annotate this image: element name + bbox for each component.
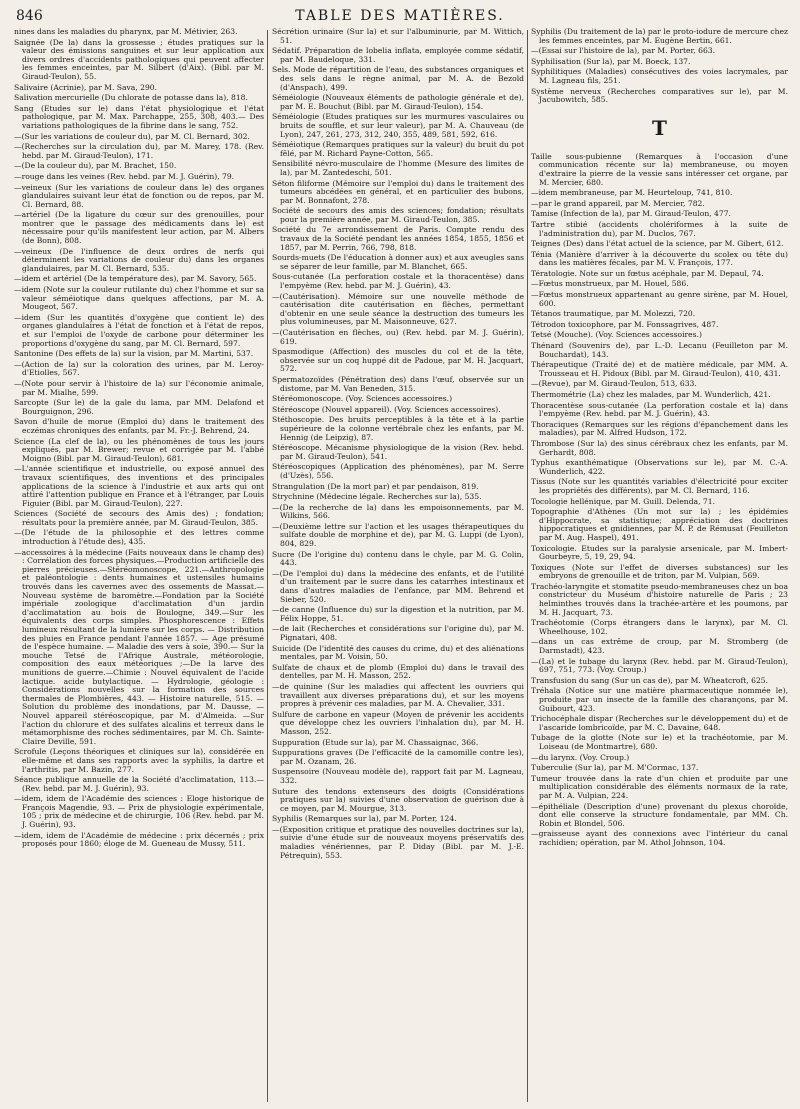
index-entry: Toxiques (Note sur l'effet de diverses substances) sur les embryons de grenouille et de triton, par M. Vulpian, 569. (531, 562, 788, 581)
index-entry: Strychnine (Médecine légale. Recherches sur la), 535. (272, 492, 482, 502)
index-entry: —du larynx. (Voy. Croup.) (531, 752, 630, 762)
index-entry: Sulfate de chaux et de plomb (Emploi du) dans le travail des dentelles, par M. H. Masson, 252. (272, 662, 524, 681)
index-entry: Topographie d'Athènes (Un mot sur la) ; les épidémies d'Hippocrate, sa statistique; appréciation des doctrines hippocratiques et gnidiennes, par M. P. de Rémusat (Feuilleton par M. Aug. Haspel), 491. (531, 507, 788, 542)
index-entry: Tamise (Infection de la), par M. Giraud-Teulon, 477. (531, 209, 731, 219)
index-entry: Tumeur trouvée dans la rate d'un chien et produite par une multiplication considérable des éléments normaux de la rate, par M. A. Vulpian, 224. (531, 773, 788, 800)
index-entry: Syphilisation (Sur la), par M. Boeck, 137. (531, 56, 691, 66)
page-number: 846 (16, 8, 43, 24)
index-entry: Salivaire (Acrinie), par M. Sava, 290. (14, 82, 158, 92)
index-entry: Sédatif. Préparation de lobelia inflata, employée comme sédatif, par M. Baudeloque, 331. (272, 46, 524, 64)
index-entry: Sourds-muets (De l'éducation à donner aux) et aux aveugles sans se séparer de leur famille, par M. Blanchet, 665. (272, 253, 524, 271)
index-entry: Toxicologie. Etudes sur la paralysie arsenicale, par M. Imbert-Gourbeyre, 5, 19, 29, 94. (531, 543, 788, 562)
index-entry: Société du 7e arrondissement de Paris. Compte rendu des travaux de la Société pendant les années 1854, 1855, 1856 et 1857, par M. Perrin, 766, 798, 818. (272, 225, 524, 252)
index-entry: Saignée (De la) dans la grossesse ; études pratiques sur la valeur des émissions sanguines et sur leur application aux divers ordres d'accidents pathologiques qui peuvent affecter les femmes enceintes, par M. Silbert (d'Aix). (Bibl. par M. Giraud-Teulon), 55. (14, 37, 264, 81)
index-entry: —de canne (Influence du) sur la digestion et la nutrition, par M. Félix Hoppe, 51. (272, 605, 524, 623)
index-entry: —(Action de la) sur la coloration des urines, par M. Leroy-d'Etiolles, 567. (14, 359, 264, 378)
index-entry: —(Recherches sur la circulation du), par M. Marey, 178. (Rev. hebd. par M. Giraud-Teulon), 171. (14, 142, 264, 160)
index-entry: Tubage de la glotte (Note sur le) et la trachéotomie, par M. Loiseau (de Montmartre), 680. (531, 733, 788, 751)
index-entry: —(De la couleur du), par M. Brachet, 150. (14, 161, 177, 171)
index-entry: —(Cautérisation en flèches, ou) (Rev. hebd. par M. J. Guérin), 619. (272, 328, 524, 346)
section-letter: T (652, 115, 667, 140)
index-entry: Trachéotomie (Corps étrangers dans le larynx), par M. Cl. Wheelhouse, 102. (531, 618, 788, 636)
index-entry: Tétanos traumatique, par M. Molezzi, 720. (531, 309, 696, 319)
index-entry: Transfusion du sang (Sur un cas de), par M. Wheatcroft, 625. (531, 675, 769, 685)
index-entry: Sécrétion urinaire (Sur la) et sur l'albuminurie, par M. Wittich, 51. (272, 28, 524, 45)
index-entry: —idem (Sur les quantités d'oxygène que contient le) des organes glandulaires à l'état de fonction et à l'état de repos, et sur l'emploi de l'oxyde de carbone pour déterminer les proportions d'oxygène du sang, par M. Cl. Bernard, 597. (14, 312, 264, 348)
index-entry: Sang (Etudes sur le) dans l'état physiologique et l'état pathologique, par M. Max. Parchappe, 255, 308, 403.— Des variations pathologiques de la fibrine dans le sang, 752. (14, 103, 264, 130)
index-entry: —(De l'étude de la philosophie et des lettres comme introduction à l'étude des), 435. (14, 528, 264, 547)
index-entry: Savon d'huile de morue (Emploi du) dans le traitement des eczémas chroniques des enfants, par M. Fr.-J. Behrend, 24. (14, 417, 264, 435)
column-divider (267, 30, 268, 1102)
index-entry: —(De la recherche de la) dans les empoisonnements, par M. Wilkins, 566. (272, 502, 524, 521)
index-entry: —idem et artériel (De la température des), par M. Savory, 565. (14, 274, 257, 284)
index-entry: Ténia (Manière d'arriver à la découverte du scolex ou tête du) dans les matières fécales, par M. V. François, 177. (531, 249, 788, 268)
index-entry: Typhus exanthématique (Observations sur le), par M. C.-A. Wunderlich, 422. (531, 458, 788, 476)
index-entry: —idem, idem de l'Académie des sciences : Eloge historique de François Magendie, 93. — Prix de physiologie expérimentale, 105 ; prix de médecine et de chirurgie, 106 (Rev. hebd. par M. J. Guérin), 93. (14, 794, 264, 830)
index-entry: Sucre (De l'origine du) contenu dans le chyle, par M. G. Colin, 443. (272, 549, 524, 568)
index-entry: —accessoires à la médecine (Faits nouveaux dans le champ des) : Corrélation des forces physiques.—Production artificielle des pierres précieuses.—Stéréomonoscope, 221.—Anthropologie et paléontologie : dents humaines et ustensiles humains trouvés dans les cavernes avec des ossements de Massat.—Nouveau système de baromètre.—Fondation par la Société impériale zoologique d'acclimatation d'un jardin d'acclimatation au bois de Boulogne, 349.—Sur les équivalents des corps simples. Phosphorescence : Effets lumineux résultant de la lumière sur les corps. — Distribution des pluies en France pendant l'année 1857. — Age présumé de l'espèce humaine. — Maladie des vers à soie, 390.— Sur la mouche Tetsé de l'Afrique Australe, météorologie, composition des eaux météoriques ;—De la larve des munitions de guerre.—Chimie : Nouvel équivalent de l'acide lactique. acide butylactique. — Hydrologie, géologie : Considérations nouvelles sur la formation des sources thermales de Plombières, 443. — Histoire naturelle, 515. —Solution du problème des inondations, par M. Dausse, —Nouvel appareil stéréoscopique, par M. d'Almeida. —Sur l'action du chlorure et des sulfates alcalins et terreux dans le métamorphisme des roches sédimentaires, par M. Ch. Sainte-Claire Deville, 591. (14, 547, 264, 746)
index-entry: —L'année scientifique et industrielle, ou exposé annuel des travaux scientifiques, des inventions et des principales applications de la science à l'industrie et aux arts qui ont attiré l'attention publique en France et à l'étranger, par Louis Figuier (Bibl. par M. Giraud-Teulon), 227. (14, 464, 264, 508)
index-entry: —(Deuxième lettre sur l'action et les usages thérapeutiques du sulfate double de morphine et de), par M. G. Luppi (de Lyon), 804, 829. (272, 521, 524, 549)
index-entry: Séméiologie (Nouveaux éléments de pathologie générale et de), par M. E. Bouchut (Bibl. par M. Giraud-Teulon), 154. (272, 93, 524, 111)
page-header (16, 8, 784, 30)
index-entry: Tératologie. Note sur un fœtus acéphale, par M. Depaul, 74. (531, 268, 764, 278)
index-entry: Suspensoire (Nouveau modèle de), rapport fait par M. Lagneau, 332. (272, 767, 524, 785)
index-entry: Séméiotique (Remarques pratiques sur la valeur) du bruit du pot fêlé, par M. Richard Payne-Cotton, 565. (272, 140, 524, 158)
index-entry: —veineux (Sur les variations de couleur dans le) des organes glandulaires suivant leur état de fonction ou de repos, par M. Cl. Bernard, 88. (14, 182, 264, 209)
index-entry: —(Sur les variations de couleur du), par M. Cl. Bernard, 302. (14, 131, 250, 141)
index-entry: —(Essai sur l'histoire de la), par M. Porter, 663. (531, 46, 716, 56)
index-entry: —par le grand appareil, par M. Mercier, 782. (531, 198, 705, 208)
column-3-entries-bottom (531, 153, 788, 848)
index-entry: Sensibilité névro-musculaire de l'homme (Mesure des limites de la), par M. Zantedeschi, 501. (272, 159, 524, 177)
index-entry: Stéthoscopie. Des bruits perceptibles à la tête et à la partie supérieure de la colonne vertébrale chez les enfants, par M. Hennig (de Leipzig), 87. (272, 415, 524, 442)
index-entry: —(La) et le tubage du larynx (Rev. hebd. par M. Giraud-Teulon), 697, 751, 773. (Voy. Croup.) (531, 656, 788, 675)
index-entry: Spasmodique (Affection) des muscles du col et de la tête, observée sur un coq huppé dit de Padoue, par M. H. Jacquart, 572. (272, 347, 524, 374)
column-divider (527, 30, 528, 1102)
index-entry: Santonine (Des effets de la) sur la vision, par M. Martini, 537. (14, 349, 254, 359)
index-entry: —de quinine (Sur les maladies qui affectent les ouvriers qui travaillent aux diverses préparations du), et sur les moyens propres à prévenir ces maladies, par M. A. Chevalier, 331. (272, 681, 524, 709)
index-entry: —graisseuse ayant des connexions avec l'intérieur du canal rachidien; opération, par M. Athol Johnson, 104. (531, 829, 788, 847)
index-entry: Syphilis (Du traitement de la) par le proto-iodure de mercure chez les femmes enceintes, par M. Eugène Bertin, 661. (531, 28, 788, 45)
index-entry: Spermatozoïdes (Pénétration des) dans l'œuf, observée sur un distome, par M. Van Beneden, 315. (272, 374, 524, 393)
index-entry: —(Cautérisation). Mémoire sur une nouvelle méthode de cautérisation dite cautérisation en flèches, permettant d'obtenir en une seule séance la destruction des tumeurs les plus volumineuses, par M. Maisonneuve, 627. (272, 291, 524, 327)
index-entry: Stéréomonoscope. (Voy. Sciences accessoires.) (272, 394, 453, 404)
index-entry: —de lait (Recherches et considérations sur l'origine du), par M. Pignatari, 408. (272, 624, 524, 642)
index-entry: Syphilis (Remarques sur la), par M. Porter, 124. (272, 814, 457, 824)
index-entry: Teignes (Des) dans l'état actuel de la science, par M. Gibert, 612. (531, 239, 784, 249)
column-3-entries-top (531, 28, 788, 105)
index-entry: Sciences (Société de secours des Amis des) ; fondation; résultats pour la première année, par M. Giraud-Teulon, 385. (14, 509, 264, 527)
index-column-1 (14, 28, 264, 1104)
index-entry: —artériel (De la ligature du cœur sur des grenouilles, pour montrer que le passage des médicaments dans le) est nécessaire pour qu'ils manifestent leur action, par M. Albers (de Bonn), 808. (14, 210, 264, 246)
index-entry: —(Revue), par M. Giraud-Teulon, 513, 633. (531, 379, 697, 389)
index-entry: Thérapeutique (Traité de) et de matière médicale, par MM. A. Trousseau et H. Pidoux (Bibl. par M. Giraud-Teulon), 410, 431. (531, 360, 788, 378)
index-entry: —dans un cas extrême de croup, par M. Stromberg (de Darmstadt), 423. (531, 637, 788, 656)
index-entry: Tétrodon toxicophore, par M. Fonssagrives, 487. (531, 319, 719, 329)
index-entry: Société de secours des amis des sciences; fondation; résultats pour la première année, par M. Giraud-Teulon, 385. (272, 206, 524, 224)
index-entry: Thrombose (Sur la) des sinus cérébraux chez les enfants, par M. Gerhardt, 808. (531, 438, 788, 457)
index-entry: —Fœtus monstrueux, par M. Houel, 586. (531, 279, 689, 289)
index-entry: —idem, idem de l'Académie de médecine : prix décernés ; prix proposés pour 1860; éloge de M. Gueneau de Mussy, 511. (14, 830, 264, 849)
index-entry: Stéréoscope (Nouvel appareil). (Voy. Sciences accessoires). (272, 404, 501, 414)
index-entry: nines dans les maladies du pharynx, par M. Métivier, 263. (14, 28, 238, 36)
index-entry: Stéréoscope. Mécanisme physiologique de la vision (Rev. hebd. par M. Giraud-Teulon), 541. (272, 443, 524, 461)
index-column-2 (272, 28, 524, 1104)
index-entry: Scrofule (Leçons théoriques et cliniques sur la), considérée en elle-même et dans ses rapports avec la syphilis, la dartre et l'arthritis, par M. Bazin, 277. (14, 747, 264, 774)
index-entry: Thermométrie (La) chez les malades, par M. Wunderlich, 421. (531, 390, 771, 399)
index-entry: Tartre stibié (accidents cholériformes à la suite de l'administration du), par M. Duclos, 767. (531, 219, 788, 238)
index-entry: —Fœtus monstrueux appartenant au genre sirène, par M. Houel, 600. (531, 290, 788, 308)
index-entry: —(De l'emploi du) dans la médecine des enfants, et de l'utilité d'un traitement par le sucre dans les catarrhes intestinaux et dans d'autres maladies de l'enfance, par MM. Behrend et Sieber, 520. (272, 568, 524, 604)
index-entry: Syphilitiques (Maladies) consécutives des voies lacrymales, par M. Lagneau fils, 251. (531, 67, 788, 85)
index-entry: —(Note pour servir à l'histoire de la) sur l'économie animale, par M. Mialhe, 599. (14, 378, 264, 397)
index-entry: —veineux (De l'influence de deux ordres de nerfs qui déterminent les variations de couleur du) dans les organes glandulaires, par M. Cl. Bernard, 535. (14, 246, 264, 273)
index-entry: Suicide (De l'identité des causes du crime, du) et des aliénations mentales, par M. Voisin, 50. (272, 643, 524, 662)
index-entry: —idem (Note sur la couleur rutilante du) chez l'homme et sur sa valeur séméiotique dans quelques affections, par M. A. Mougeot, 567. (14, 285, 264, 312)
index-entry: Stéréoscopiques (Application des phénomènes), par M. Serre (d'Uzès), 556. (272, 462, 524, 480)
index-entry: Trichocéphale dispar (Recherches sur le développement du) et de l'ascaride lombricoïde, par M. C. Davaine, 648. (531, 714, 788, 732)
index-entry: Taille sous-pubienne (Remarques à l'occasion d'une communication récente sur la) membraneuse, ou moyen d'extraire la pierre de la vessie sans intéresser cet organe, par M. Mercier, 680. (531, 151, 788, 187)
index-entry: Thoracentèse sous-cutanée (La perforation costale et la) dans l'empyème (Rev. hebd. par M. J. Guérin), 43. (531, 400, 788, 419)
index-entry: Sulfure de carbone en vapeur (Moyen de prévenir les accidents que développe chez les ouvriers l'inhalation du), par M. H. Masson, 252. (272, 709, 524, 736)
index-entry: Strangulation (De la mort par) et par pendaison, 819. (272, 481, 479, 491)
index-entry: Système nerveux (Recherches comparatives sur le), par M. Jacubowitch, 585. (531, 86, 788, 105)
index-entry: Suture des tendons extenseurs des doigts (Considérations pratiques sur la) suivies d'une observation de guérison due à ce moyen, par M. Mourgue, 313. (272, 786, 524, 813)
index-entry: Suppuration (Etude sur la), par M. Chassaignac, 366. (272, 737, 479, 747)
index-entry: —épithéliale (Description d'une) provenant du plexus choroïde, dont elle conserve la structure fondamentale, par MM. Ch. Robin et Blondel, 506. (531, 801, 788, 828)
index-column-3 (531, 28, 788, 1104)
page-title: TABLE DES MATIÈRES. (295, 8, 505, 24)
index-entry: Tissus (Note sur les quantités variables d'électricité pour exciter les propriétés des différents), par M. Cl. Bernard, 116. (531, 477, 788, 495)
index-entry: Sarcopte (Sur le) de la gale du lama, par MM. Delafond et Bourguignon, 296. (14, 398, 264, 416)
index-entry: —(Exposition critique et pratique des nouvelles doctrines sur la), suivie d'une étude sur de nouveaux moyens préservatifs des maladies vénériennes, par P. Diday (Bibl. par M. J.-E. Pétrequin), 553. (272, 824, 524, 860)
index-entry: —rouge dans les veines (Rev. hebd. par M. J. Guérin), 79. (14, 171, 235, 181)
index-entry: Thénard (Souvenirs de), par L.-D. Lecanu (Feuilleton par M. Bouchardat), 143. (531, 341, 788, 359)
index-entry: Tuberculie (Sur la), par M. M'Cormac, 137. (531, 763, 699, 773)
index-entry: —idem membraneuse, par M. Heurteloup, 741, 810. (531, 188, 733, 198)
index-entry: Séméiologie (Etudes pratiques sur les murmures vasculaires ou bruits de souffle, et sur leur valeur), par M. A. Chauveau (de Lyon), 247, 261, 273, 312, 240, 355, 489, 581, 592, 616. (272, 112, 524, 139)
index-entry: Tréhala (Notice sur une matière pharmaceutique nommée le), produite par un insecte de la famille des charançons, par M. Guibourt, 423. (531, 686, 788, 713)
index-entry: Tetsé (Mouche). (Voy. Sciences accessoires.) (531, 330, 702, 340)
index-entry: Science (La clef de la), ou les phénomènes de tous les jours expliqués, par M. Brewer; revue et corrigée par M. l'abbé Moigno (Bibl. par M. Giraud-Teulon), 681. (14, 436, 264, 463)
index-entry: Séance publique annuelle de la Société d'acclimatation, 113.—(Rev. hebd. par M. J. Guérin), 93. (14, 775, 264, 793)
index-entry: Séton filiforme (Mémoire sur l'emploi du) dans le traitement des tumeurs abcédées en général, et en particulier des bubons, par M. Bonnafont, 278. (272, 178, 524, 205)
index-entry: Tocologie hellénique, par M. Guill. Delenda, 71. (531, 496, 715, 506)
index-entry: Sous-cutanée (La perforation costale et la thoracentèse) dans l'empyème (Rev. hebd. par M. J. Guérin), 43. (272, 272, 524, 291)
index-entry: Thoraciques (Remarques sur les régions d'épanchement dans les maladies), par M. Alfred Hudson, 172. (531, 419, 788, 438)
index-entry: Salivation mercurielle (Du chlorate de potasse dans la), 818. (14, 93, 248, 103)
index-entry: Suppurations graves (De l'efficacité de la camomille contre les), par M. Ozanam, 26. (272, 748, 524, 766)
index-entry: Sels. Mode de répartition de l'eau, des substances organiques et des sels dans le règne animal, par M. A. de Bezold (d'Anspach), 499. (272, 65, 524, 92)
index-entry: Trachéo-laryngite et stomatite pseudo-membraneuses chez un boa constricteur du Muséum d'histoire naturelle de Paris ; 23 helminthes trouvés dans la trachée-artère et les poumons, par M. H. Jacquart, 73. (531, 581, 788, 617)
